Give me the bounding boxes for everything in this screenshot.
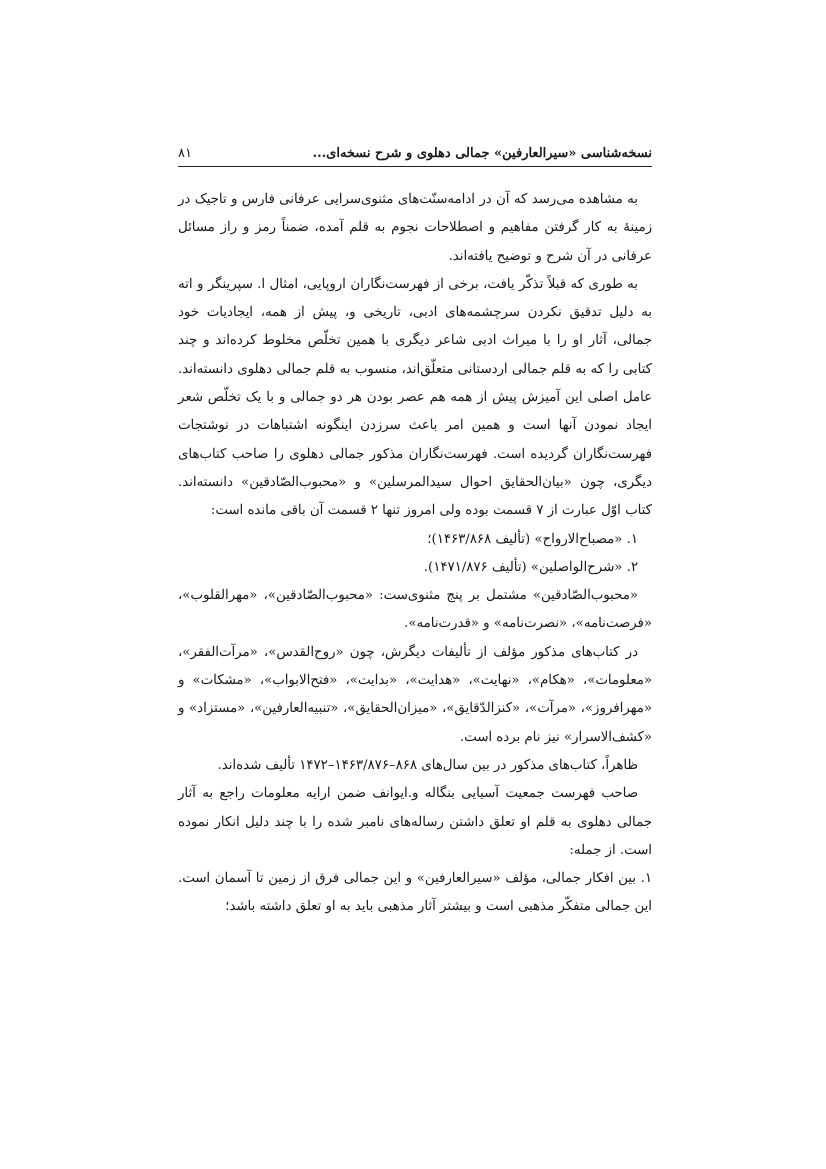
list-item: ۱. «مصباح‌الارواح» (تألیف ۱۴۶۳/۸۶۸)؛ (427, 531, 638, 547)
paragraph: ظاهراً، کتاب‌های مذکور در بین سال‌های ۸۶۸–۱۴۶۳/۸۷۶–۱۴۷۲ تألیف شده‌اند. (217, 757, 638, 773)
page-number: ۸۱ (178, 146, 192, 161)
paragraph: به طوری که قبلاً تذکّر یافت، برخی از فهرست‌نگاران اروپایی، امثال ا. سپرینگر و اته به دلیل تدقیق نکردن سرچشمه‌های ادبی، تاریخی و، پیش از همه، ایجادیات خود جمالی، آثار او را با میراث ادبی شاعر دیگری با همین تخلّص مخلوط کرده‌اند و چند کتابی را که به قلم جمالی اردستانی متعلّق‌اند، منسوب به قلم جمالی دهلوی دانسته‌اند. عامل اصلی این آمیزش پیش از همه هم عصر بودن هر دو جمالی و با یک تخلّص شعر ایجاد نمودن آنها است و همین امر باعث سرزدن اینگونه اشتباهات در نوشتجات فهرست‌نگاران گردیده است. فهرست‌نگاران مذکور جمالی دهلوی را صاحب کتاب‌های دیگری، چون «بیان‌الحقایق احوال سیدالمرسلین» و «محبوب‌الصّادقین» دانسته‌اند. کتاب اوّل عبارت از ۷ قسمت بوده ولی امروز تنها ۲ قسمت آن باقی مانده است: (178, 276, 652, 519)
running-title: نسخه‌شناسی «سیرالعارفین» جمالی دهلوی و شرح نسخه‌ای... (312, 146, 652, 161)
paragraph: به مشاهده می‌رسد که آن در ادامه‌سنّت‌های مثنوی‌سرایی عرفانی فارس و تاجیک در زمینهٔ به کار گرفتن مفاهیم و اصطلاحات نجوم به قلم آمده، ضمناً رمز و راز مسائل عرفانی در آن شرح و توضیح یافته‌اند. (178, 192, 652, 264)
paragraph: صاحب فهرست جمعیت آسیایی بنگاله و.ایوانف ضمن ارایه معلومات راجع به آثار جمالی دهلوی به قلم او تعلق داشتن رساله‌های نامبر شده را با چند دلیل انکار نموده است. از جمله: (178, 786, 652, 858)
body-text (178, 186, 652, 922)
list-item: ۲. «شرح‌الواصلین» (تألیف ۱۴۷۱/۸۷۶). (423, 559, 638, 575)
numbered-item: ۱. بین افکار جمالی، مؤلف «سیرالعارفین» و این جمالی فرق از زمین تا آسمان است. این جمالی متفکّر مذهبی است و بیشتر آثار مذهبی باید به او تعلق داشته باشد؛ (178, 871, 652, 915)
paragraph: در کتاب‌های مذکور مؤلف از تألیفات دیگرش، چون «روح‌القدس»، «مرآت‌الفقر»، «معلومات»، «هکام»، «نهایت»، «هدایت»، «بدایت»، «فتح‌الابواب»، «مشکات» و «مهرافروز»، «مرآت»، «کنزالدّقایق»، «میزان‌الحقایق»، «تنبیه‌العارفین»، «مستزاد» و «کشف‌الاسرار» نیز نام برده است. (178, 644, 652, 745)
paragraph: «محبوب‌الصّادقین» مشتمل بر پنج مثنوی‌ست: «محبوب‌الصّادقین»، «مهرالقلوب»، «فرصت‌نامه»، «نصرت‌نامه» و «قدرت‌نامه». (178, 588, 652, 632)
running-header (178, 140, 652, 167)
